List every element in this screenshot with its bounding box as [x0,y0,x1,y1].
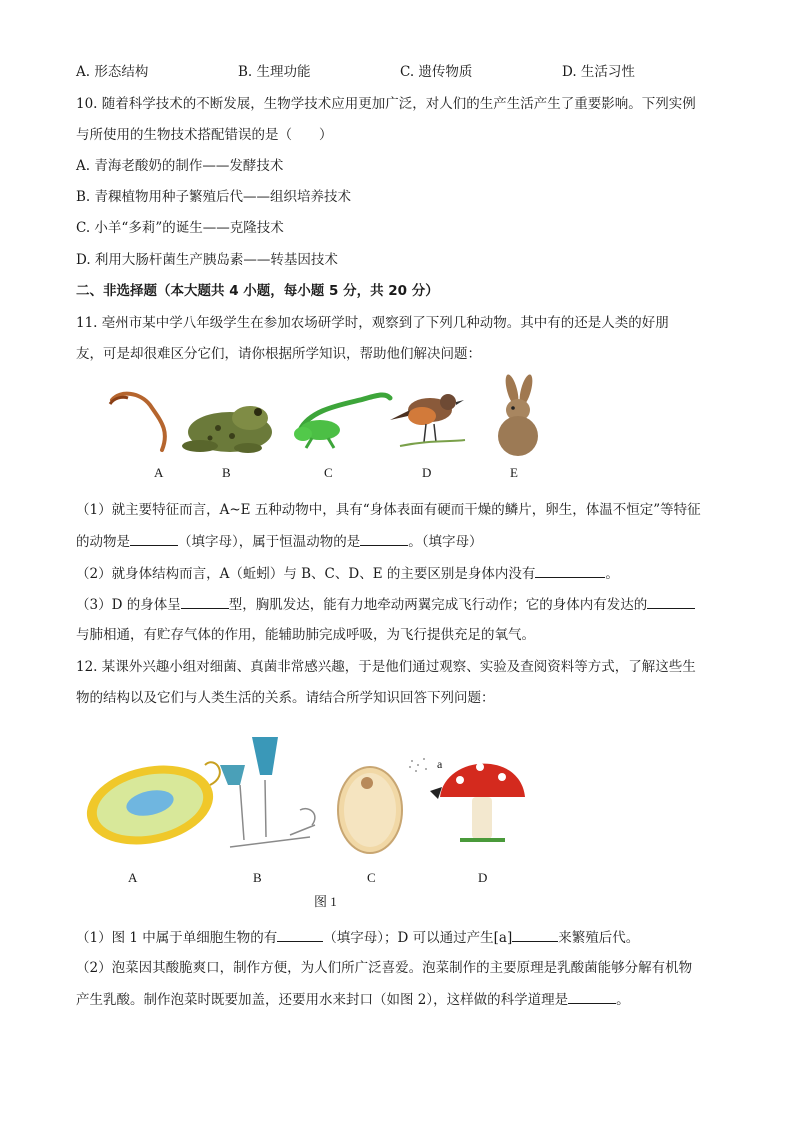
fig-label-a: A [128,870,138,885]
q12-part1-text1: （1）图 1 中属于单细胞生物的有 [76,930,278,946]
fig-label-c: C [367,870,376,885]
earthworm-figure [110,394,165,450]
microbe-figures [80,725,540,865]
bacterium-figure [80,755,221,856]
q10-option-c: C. 小羊“多莉”的诞生——克隆技术 [76,220,284,236]
q12-stem-line1: 12. 某课外兴趣小组对细菌、真菌非常感兴趣，于是他们通过观察、实验及查阅资料等方式，了解这些生 [76,659,696,675]
q9-option-b: B. 生理功能 [238,64,311,80]
animal-label-d: D [422,465,432,480]
q9-option-a: A. 形态结构 [76,64,149,80]
bird-figure [390,394,465,446]
yeast-figure [338,767,402,853]
q11-part2-text1: （2）就身体结构而言，A（蚯蚓）与 B、C、D、E 的主要区别是身体内没有 [76,566,536,582]
answer-blank [277,927,323,942]
animal-label-a: A [154,465,164,480]
rabbit-figure [498,373,538,456]
spore-label-a: a [437,757,443,771]
lizard-figure [294,395,390,448]
q12-part2-line1: （2）泡菜因其酸脆爽口，制作方便，为人们所广泛喜爱。泡菜制作的主要原理是乳酸菌能够分解有机物 [76,960,693,976]
q10-option-b: B. 青稞植物用种子繁殖后代——组织培养技术 [76,189,352,205]
q12-part1-text3: 来繁殖后代。 [558,930,640,946]
answer-blank [512,927,558,942]
answer-blank [360,531,408,546]
q11-part3-text2: 型，胸肌发达，能有力地牵动两翼完成飞行动作；它的身体内有发达的 [228,597,648,613]
frog-figure [182,406,272,453]
figure-caption: 图 1 [314,894,337,909]
mushroom-figure [409,758,525,840]
section-title: 二、非选择题（本大题共 4 小题，每小题 5 分，共 20 分） [76,283,439,299]
q11-part2 [76,563,619,584]
answer-blank [568,989,616,1004]
q11-part3-text1: （3）D 的身体呈 [76,597,181,613]
q11-part2-text2: 。 [605,566,619,582]
answer-blank [535,563,605,578]
mold-figure [220,737,315,847]
q11-part3-line2: 与肺相通，有贮存气体的作用，能辅助肺完成呼吸，为飞行提供充足的氧气。 [76,627,535,643]
q10-stem-line1: 10. 随着科学技术的不断发展，生物学技术应用更加广泛，对人们的生产生活产生了重要影响。下列实例 [76,96,696,112]
animal-figures [100,370,560,460]
answer-blank [181,594,229,609]
animal-label-b: B [222,465,231,480]
q10-option-d: D. 利用大肠杆菌生产胰岛素——转基因技术 [76,252,338,268]
q11-part1-text2: （填字母），属于恒温动物的是 [178,534,361,550]
answer-blank [647,594,695,609]
q12-part1 [76,927,639,948]
q12-stem-line2: 物的结构以及它们与人类生活的关系。请结合所学知识回答下列问题： [76,690,495,706]
q10-stem-line2: 与所使用的生物技术搭配错误的是（ ） [76,127,333,143]
q10-option-a: A. 青海老酸奶的制作——发酵技术 [76,158,284,174]
q11-part1-line2 [76,531,483,552]
q9-option-d: D. 生活习性 [562,64,635,80]
q12-part2-line2 [76,989,630,1010]
q12-part2-text2: 。 [616,992,630,1008]
q11-part1-text1: 的动物是 [76,534,130,550]
q12-part2-text1: 产生乳酸。制作泡菜时既要加盖，还要用水来封口（如图 2），这样做的科学道理是 [76,992,569,1008]
fig-label-d: D [478,870,488,885]
q11-stem-line2: 友，可是却很难区分它们，请你根据所学知识，帮助他们解决问题： [76,346,481,362]
q9-option-c: C. 遗传物质 [400,64,473,80]
animal-label-c: C [324,465,333,480]
q11-stem-line1: 11. 亳州市某中学八年级学生在参加农场研学时，观察到了下列几种动物。其中有的还是人类的好朋 [76,315,669,331]
fig-label-b: B [253,870,262,885]
q12-part1-text2: （填字母）；D 可以通过产生[a] [323,930,513,946]
answer-blank [130,531,178,546]
q11-part3-line1 [76,594,695,615]
q11-part1-text3: 。（填字母） [408,534,483,550]
animal-label-e: E [510,465,518,480]
q11-part1-line1: （1）就主要特征而言，A~E 五种动物中，具有“身体表面有硬而干燥的鳞片，卵生，体温不恒定”等特征 [76,502,701,518]
